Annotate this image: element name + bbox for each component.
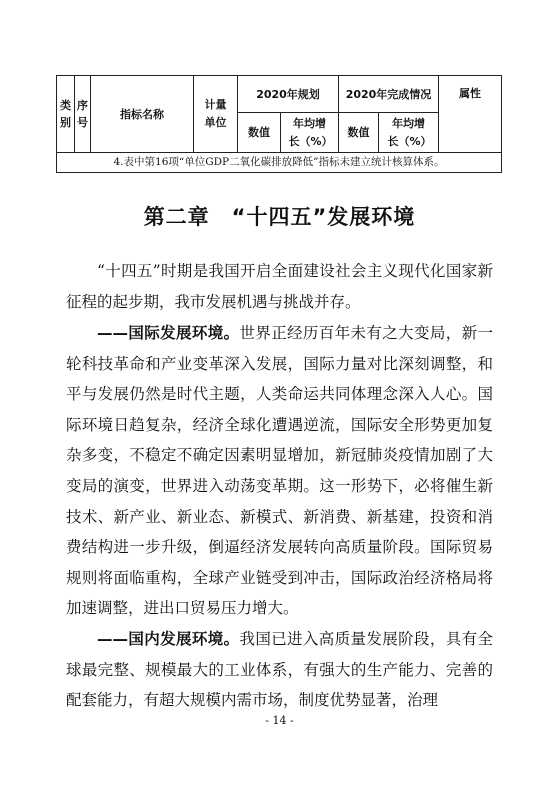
header-name: 指标名称 (91, 76, 194, 153)
paragraph-international-heading: ——国际发展环境。 (97, 324, 240, 342)
table-note: 4.表中第16项“单位GDP二氧化碳排放降低”指标未建立统计核算体系。 (57, 153, 502, 173)
page-number: - 14 - (265, 714, 294, 727)
header-plan-growth: 年均增长（%） (281, 113, 339, 153)
header-done-2020: 2020年完成情况 (339, 76, 439, 113)
paragraph-domestic (66, 624, 493, 716)
header-category: 类别 (57, 76, 75, 153)
paragraph-international-body: 世界正经历百年未有之大变局，新一轮科技革命和产业变革深入发展，国际力量对比深刻调整，和平与发展仍然是时代主题，人类命运共同体理念深入人心。国际环境日趋复杂，经济全球化遭遇逆流，国际安全形势更加复杂多变，不稳定不确定因素明显增加，新冠肺炎疫情加剧了大变局的演变，世界进入动荡变革期。这一形势下，必将催生新技术、新产业、新业态、新模式、新消费、新基建，投资和消费结构进一步升级，倒逼经济发展转向高质量阶段。国际贸易规则将面临重构，全球产业链受到冲击，国际政治经济格局将加速调整，进出口贸易压力增大。 (66, 324, 493, 618)
chapter-title: 第二章 “十四五”发展环境 (143, 205, 416, 229)
paragraph-domestic-body: 我国已进入高质量发展阶段，具有全球最完整、规模最大的工业体系，有强大的生产能力、完善的配套能力，有超大规模内需市场，制度优势显著，治理 (66, 630, 493, 710)
header-plan-value: 数值 (238, 113, 281, 153)
header-plan-2020: 2020年规划 (238, 76, 339, 113)
paragraph-intro: “十四五”时期是我国开启全面建设社会主义现代化国家新征程的起步期，我市发展机遇与挑战并存。 (66, 262, 493, 311)
paragraph-international (66, 318, 493, 624)
header-unit: 计量单位 (194, 76, 238, 153)
header-attr: 属性 (439, 76, 502, 153)
header-done-growth: 年均增长（%） (379, 113, 439, 153)
indicator-table (56, 75, 502, 173)
paragraph-domestic-heading: ——国内发展环境。 (97, 630, 240, 648)
header-done-value: 数值 (339, 113, 379, 153)
header-seq: 序号 (75, 76, 91, 153)
